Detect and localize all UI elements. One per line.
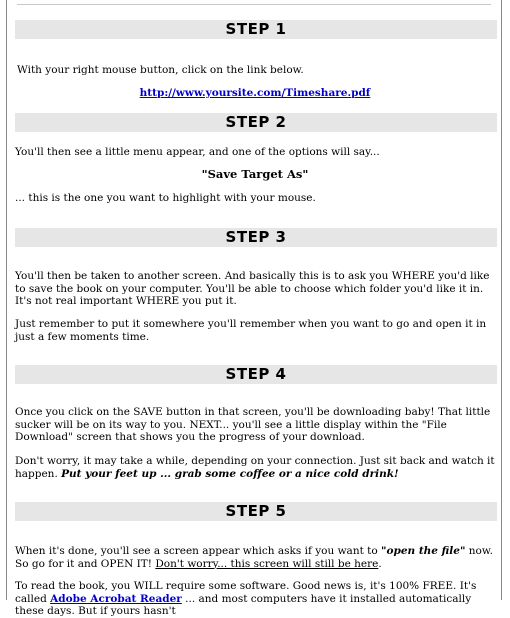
step-1-link-row (15, 87, 495, 100)
step-4-para-1: Once you click on the SAVE button in that screen, you'll be downloading baby! That little sucker will be on its way to you. NEXT... you'll see a little display within the "File Download" screen that shows you the progress of your download. (15, 406, 491, 443)
step-3-heading: STEP 3 (15, 228, 497, 247)
step-4-para-2-emphasis: Put your feet up ... grab some coffee or a nice cold drink! (61, 467, 399, 480)
step-2-option: "Save Target As" (201, 167, 309, 181)
step-5-para-1-underlined: Don't worry... this screen will still be here (155, 557, 379, 570)
step-4-para-2-text: Don't worry, it may take a while, depending on your connection. Just sit back and watch it happen. (15, 455, 495, 480)
step-1-heading: STEP 1 (15, 20, 497, 39)
step-2-heading: STEP 2 (15, 113, 497, 132)
step-2-outro: ... this is the one you want to highlight with your mouse. (15, 192, 316, 204)
step-4-para-2 (15, 455, 495, 480)
step-2-intro: You'll then see a little menu appear, and one of the options will say... (15, 146, 380, 158)
step-5-para-1 (15, 545, 495, 570)
step-5-heading: STEP 5 (15, 502, 497, 521)
step-4-heading: STEP 4 (15, 365, 497, 384)
step-5-para-1-end: . (378, 557, 382, 570)
step-3-para-1: You'll then be taken to another screen. And basically this is to ask you WHERE you'd like to save the book on your computer. You'll be able to choose which folder you'd like it in. It's not real important WHERE you put it. (15, 270, 490, 307)
adobe-reader-link[interactable]: Adobe Acrobat Reader (50, 592, 182, 605)
step-5-para-2-text-a: To read the book, you WILL require some software. Good news is, it's 100% FREE. It's called (15, 580, 477, 605)
page (6, 0, 502, 617)
step-3-para-2: Just remember to put it somewhere you'll remember when you want to go and open it in just a few moments time. (15, 318, 487, 343)
top-divider (17, 4, 491, 5)
step-5-para-1-text-a: When it's done, you'll see a screen appear which asks if you want to (15, 545, 382, 557)
download-link[interactable]: http://www.yoursite.com/Timeshare.pdf (139, 87, 371, 99)
step-5-para-2 (15, 580, 495, 618)
step-5-para-2-text-b: ... and most computers have it installed automatically these days. But if yours hasn't (15, 592, 472, 617)
step-5-para-1-text-b: now. So go for it and OPEN IT! (15, 545, 493, 570)
step-1-instruction: With your right mouse button, click on the link below. (17, 64, 304, 76)
step-5-para-1-emphasis: "open the file" (381, 545, 466, 557)
